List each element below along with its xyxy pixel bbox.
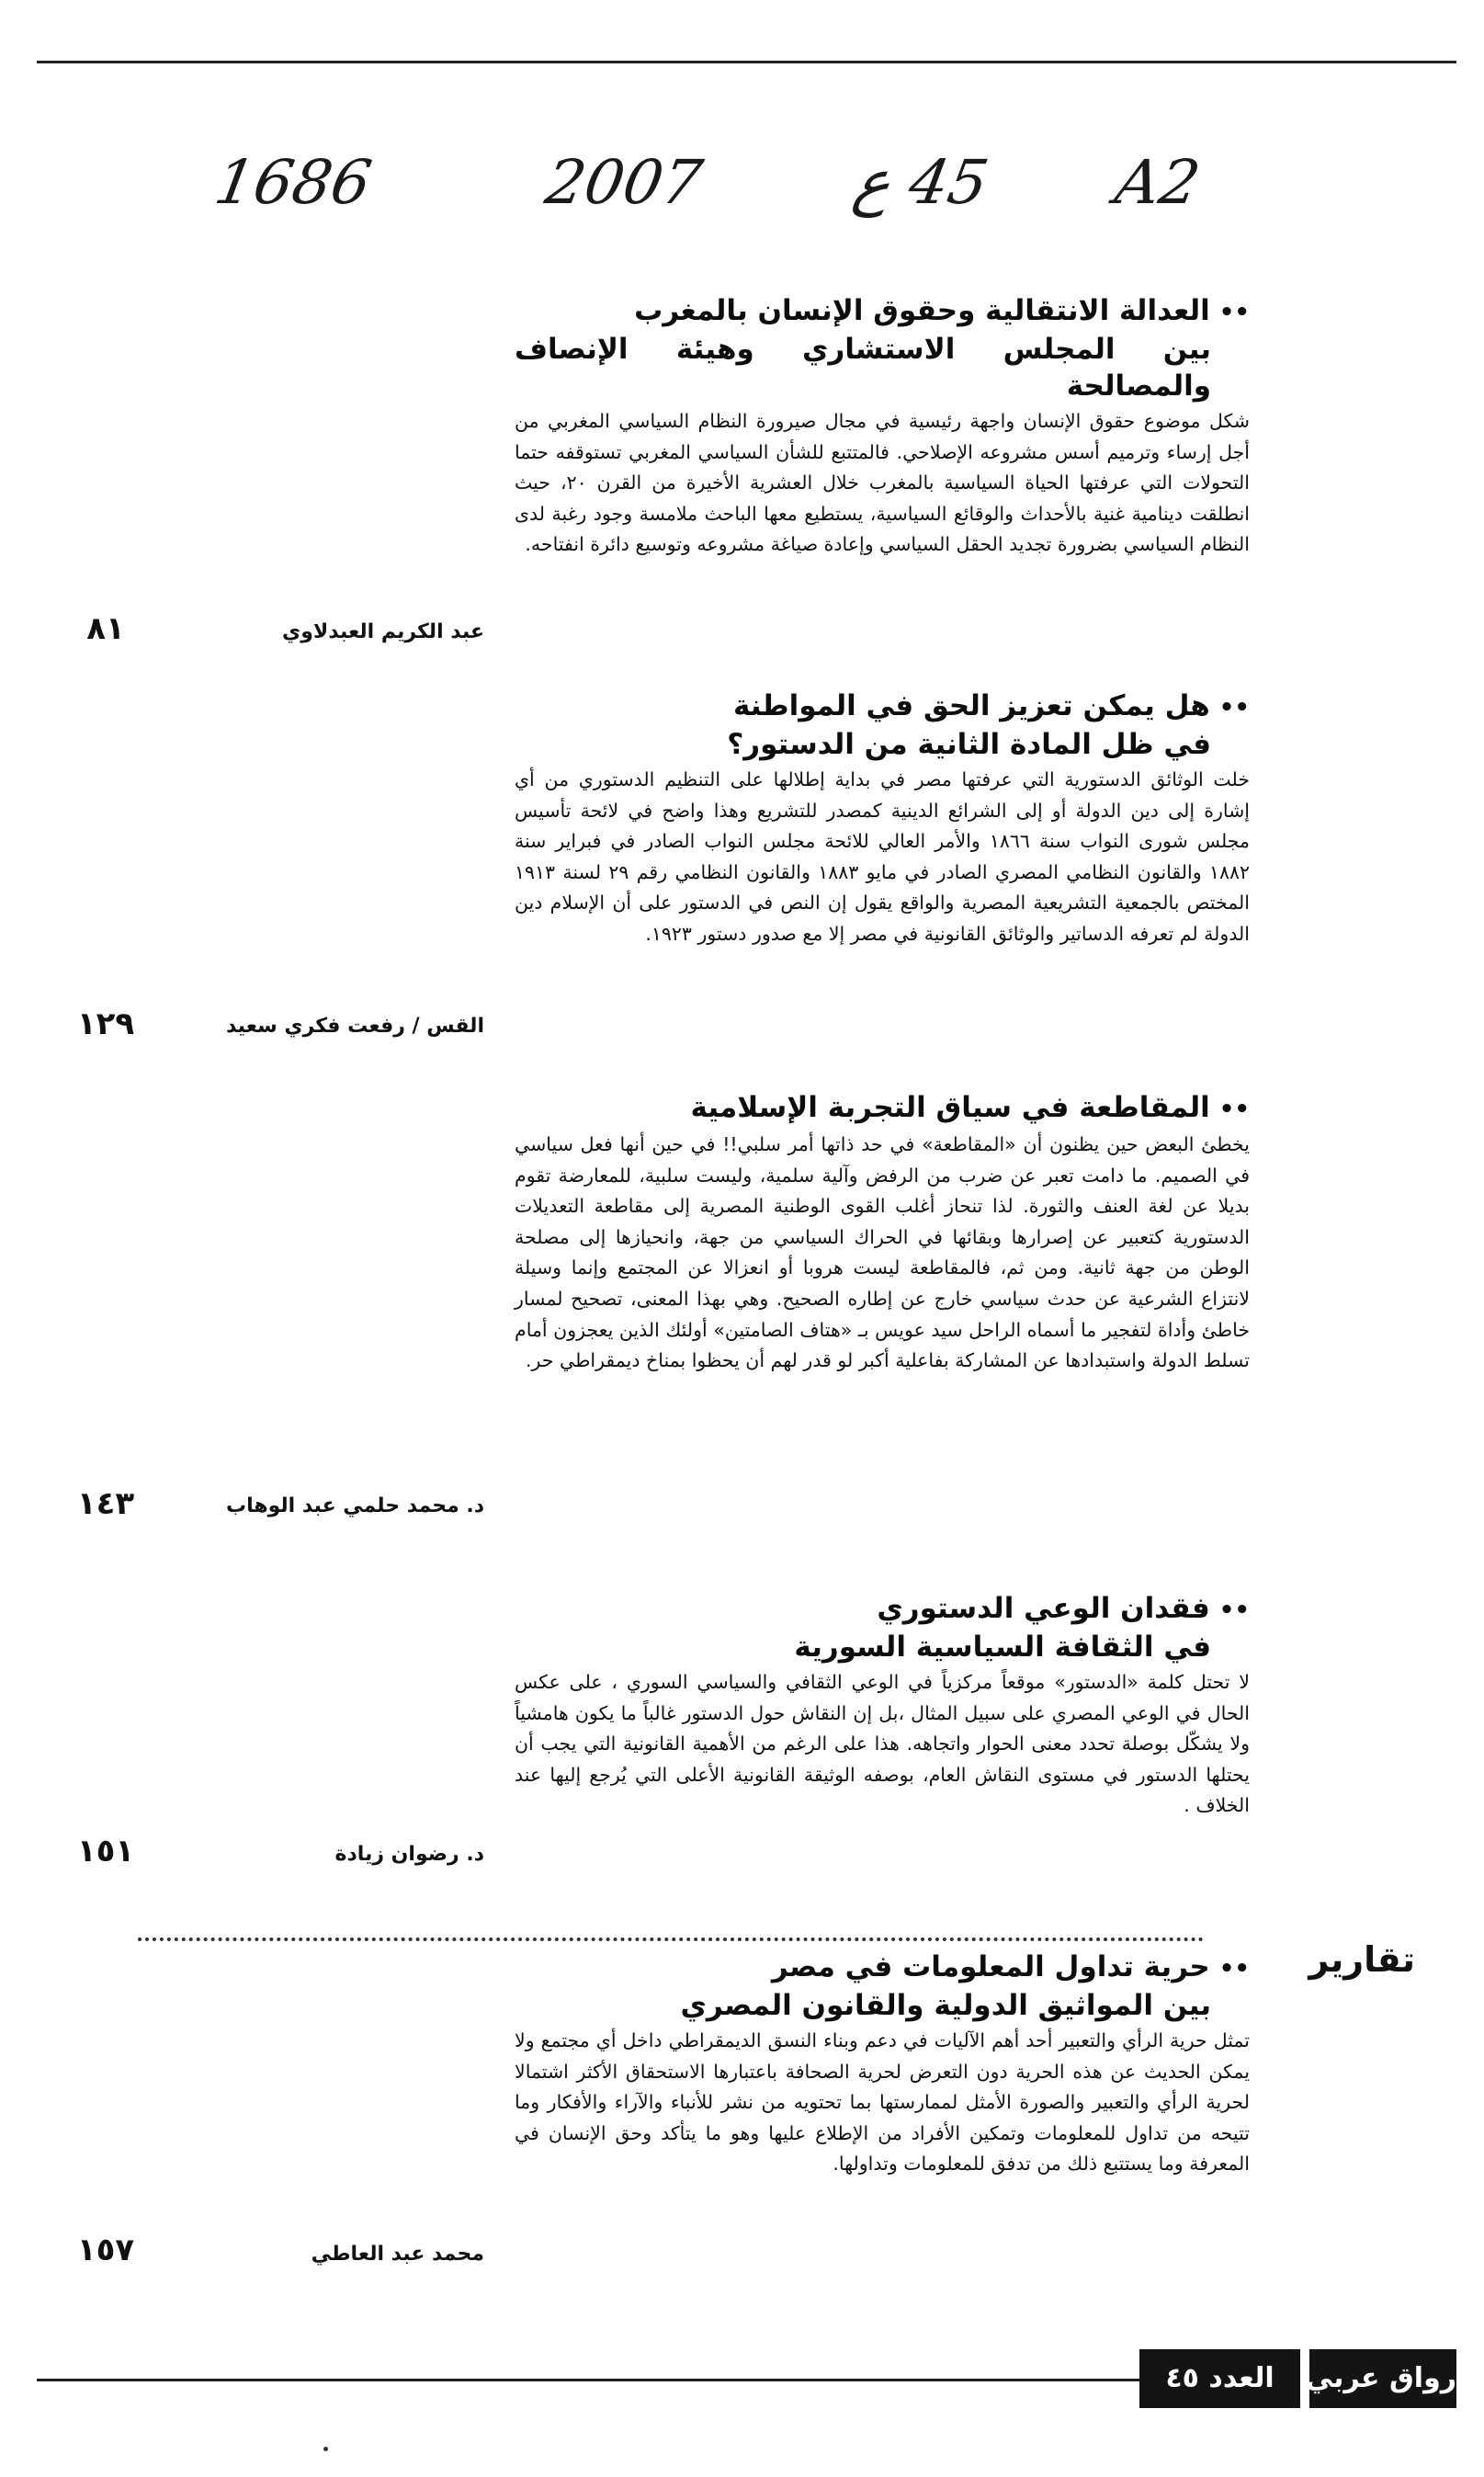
section-divider (138, 1937, 1204, 1941)
entry-title: ••العدالة الانتقالية وحقوق الإنسان بالمغرب (634, 294, 1250, 327)
toc-entry[interactable] (515, 292, 1250, 561)
top-rule (37, 61, 1456, 63)
entry-abstract: يخطئ البعض حين يظنون أن «المقاطعة» في حد ذاتها أمر سلبي!! في حين أنها فعل سياسي في الصميم. ما دامت تعبر عن ضرب من الرفض وآلية سلمية، وليست سلبية، للمعارضة تقوم بديلا عن لغة العنف والثورة. لذا تنحاز أغلب القوى الوطنية المصرية إلى مقاطعة التعديلات الدستورية كتعبير عن إصرارها وبقائها في الحراك السياسي من جهة، وانحيازها إلى مصلحة الوطن من جهة ثانية. ومن ثم، فالمقاطعة ليست هروبا أو انعزالا عن المجتمع وإنما وسيلة لانتزاع الشرعية عن حدث سياسي خارج عن إطاره الصحيح. وهي بهذا المعنى، تصحيح لمسار خاطئ وأداة لتفجير ما أسماه الراحل سيد عويس بـ «هتاف الصامتين» أولئك الذين يعجزون أمام تسلط الدولة واستبدادها عن المشاركة بفاعلية أكبر لو قدر لهم أن يحظوا بمناخ ديمقراطي حر. (515, 1133, 1250, 1372)
entry-author: د. رضوان زيادة (334, 1843, 484, 1866)
handwritten-ref-2: 45 ع (848, 147, 994, 218)
entry-page-number[interactable]: ١٥٧ (76, 2232, 135, 2268)
entry-page-number[interactable]: ٨١ (86, 610, 125, 647)
handwritten-ref-4: 1686 (210, 147, 377, 218)
entry-author: القس / رفعت فكري سعيد (226, 1015, 484, 1038)
entry-abstract: تمثل حرية الرأي والتعبير أحد أهم الآليات في دعم وبناء النسق الديمقراطي داخل أي مجتمع ولا يمكن الحديث عن هذه الحرية دون التعرض لحرية الصحافة باعتبارها الاستحقاق الأكثر اشتمالا لحرية الرأي والتعبير والصورة الأمثل لممارستها بما تحتويه من نشر للأنباء والآراء والأفكار وما تتيحه من تداول للمعلومات وتمكين الأفراد من الإطلاع عليها وهو ما يتأكد وحق الإنسان في المعرفة وما يستتبع ذلك من تدفق للمعلومات وتداولها. (515, 2029, 1250, 2176)
entry-page-number[interactable]: ١٥١ (76, 1833, 135, 1869)
entry-author: د. محمد حلمي عبد الوهاب (226, 1494, 484, 1517)
toc-entry[interactable] (515, 1089, 1250, 1377)
section-label: تقارير (1308, 1939, 1415, 1980)
entry-author: محمد عبد العاطي (311, 2243, 484, 2266)
footer-issue: العدد ٤٥ (1139, 2349, 1300, 2408)
bullet-icon: •• (1218, 694, 1250, 722)
entry-page-number[interactable]: ١٢٩ (76, 1006, 135, 1042)
bullet-icon: •• (1218, 1596, 1250, 1624)
entry-abstract: لا تحتل كلمة «الدستور» موقعاً مركزياً في الوعي الثقافي والسياسي السوري ، على عكس الحال في الوعي المصري على سبيل المثال ،بل إن النقاش حول الدستور غالباً ما يكون هامشياً ولا يشكّل بوصلة تحدد معنى الحوار واتجاهه. هذا على الرغم من الأهمية القانونية التي يجب أن يحتلها الدستور في مستوى النقاش العام، بوصفه الوثيقة القانونية الأعلى التي يُرجع إليها عند الخلاف . (515, 1671, 1250, 1817)
toc-entry[interactable] (515, 1949, 1250, 2180)
bullet-icon: •• (1218, 1096, 1250, 1123)
entry-subtitle: بين المواثيق الدولية والقانون المصري (680, 1989, 1211, 2022)
entry-title: ••هل يمكن تعزيز الحق في المواطنة (732, 689, 1250, 722)
handwritten-ref-3: 2007 (540, 147, 708, 218)
entry-abstract: خلت الوثائق الدستورية التي عرفتها مصر في بداية إطلالها على التنظيم الدستوري من أي إشارة إلى دين الدولة أو إلى الشرائع الدينية كمصدر للتشريع وهذا واضح في لائحة تأسيس مجلس شورى النواب سنة ١٨٦٦ والأمر العالي للائحة مجلس النواب الصادر في فبراير سنة ١٨٨٢ والقانون النظامي المصري الصادر في مايو ١٨٨٣ والقانون النظامي رقم ٢٩ لسنة ١٩١٣ المختص بالجمعية التشريعية المصرية والواقع يقول إن النص في الدستور على أن الإسلام دين الدولة لم تعرفه الدساتير والوثائق القانونية في مصر إلا مع صدور دستور ١٩٢٣. (515, 768, 1251, 945)
bullet-icon: •• (1218, 1955, 1250, 1983)
toc-entry[interactable] (515, 687, 1250, 950)
bottom-rule (37, 2379, 1139, 2381)
entry-author: عبد الكريم العبدلاوي (282, 620, 484, 643)
entry-subtitle: في ظل المادة الثانية من الدستور؟ (727, 728, 1211, 761)
entry-abstract: شكل موضوع حقوق الإنسان واجهة رئيسية في مجال صيرورة النظام السياسي المغربي من أجل إرساء وترميم أسس مشروعه الإصلاحي. فالمتتبع للشأن السياسي المغربي تستوقفه حتما التحولات التي عرفتها الحياة السياسية بالمغرب خلال العشرية الأخيرة من القرن ٢٠، حيث انطلقت دينامية غنية بالأحداث والوقائع السياسية، يستطيع معها الباحث ملامسة وجود رغبة لدى النظام السياسي بضرورة تجديد الحقل السياسي وإعادة صياغة مشروعه وتوسيع دائرة انفتاحه. (515, 410, 1250, 556)
entry-title: ••حرية تداول المعلومات في مصر (771, 1950, 1250, 1983)
handwritten-ref-1: A2 (1110, 147, 1206, 218)
entry-subtitle: بين المجلس الاستشاري وهيئة الإنصاف والمصالحة (515, 333, 1211, 403)
entry-title: ••فقدان الوعي الدستوري (877, 1592, 1250, 1625)
entry-page-number[interactable]: ١٤٣ (76, 1485, 135, 1522)
scan-speck (323, 2447, 328, 2451)
entry-title: ••المقاطعة في سياق التجربة الإسلامية (690, 1091, 1250, 1124)
bullet-icon: •• (1218, 299, 1250, 326)
toc-entry[interactable] (515, 1590, 1250, 1822)
entry-subtitle: في الثقافة السياسية السورية (794, 1631, 1211, 1664)
footer-magazine-name: رواق عربي (1309, 2349, 1456, 2408)
